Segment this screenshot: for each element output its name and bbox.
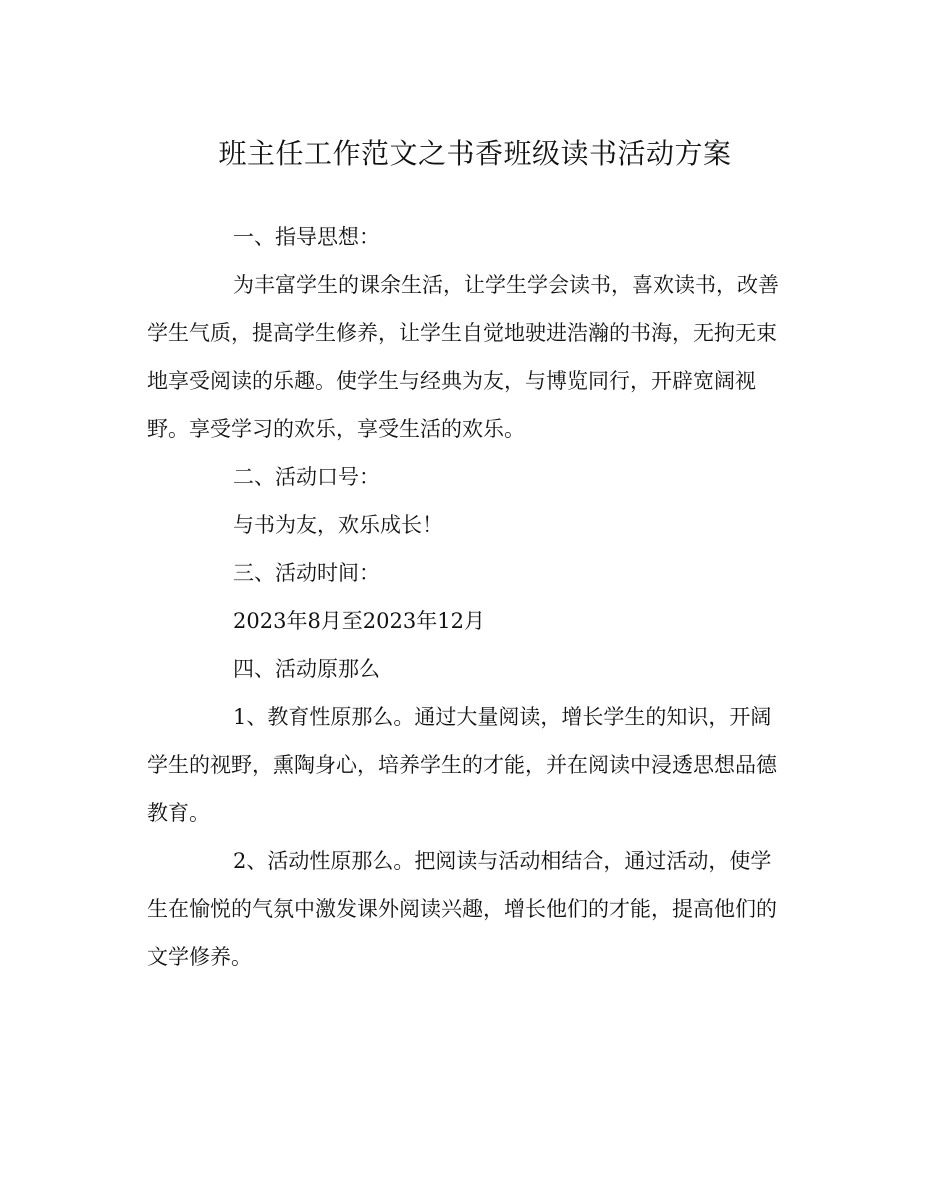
paragraph-line: 教育。	[147, 801, 210, 825]
paragraph-line: 野。享受学习的欢乐，享受生活的欢乐。	[147, 417, 525, 441]
paragraph-line: 生在愉悦的气氛中激发课外阅读兴趣，增长他们的才能，提高他们的	[147, 897, 777, 921]
document-title: 班主任工作范文之书香班级读书活动方案	[218, 137, 732, 170]
paragraph-line: 学生气质，提高学生修养，让学生自觉地驶进浩瀚的书海，无拘无束	[147, 321, 777, 345]
section-heading-time: 三、活动时间：	[233, 561, 380, 585]
slogan-text: 与书为友，欢乐成长！	[233, 513, 443, 537]
time-range-text: 2023年8月至2023年12月	[233, 609, 485, 633]
paragraph-line: 学生的视野，熏陶身心，培养学生的才能，并在阅读中浸透思想品德	[147, 753, 777, 777]
section-heading-slogan: 二、活动口号：	[233, 465, 380, 489]
paragraph-line: 1、教育性原那么。通过大量阅读，增长学生的知识，开阔	[233, 705, 772, 729]
paragraph-line: 地享受阅读的乐趣。使学生与经典为友，与博览同行，开辟宽阔视	[147, 369, 756, 393]
section-heading-guiding-thought: 一、指导思想：	[233, 225, 380, 249]
paragraph-line: 2、活动性原那么。把阅读与活动相结合，通过活动，使学	[233, 849, 772, 873]
paragraph-line: 为丰富学生的课余生活，让学生学会读书，喜欢读书，改善	[233, 273, 779, 297]
section-heading-principles: 四、活动原那么	[233, 657, 380, 681]
paragraph-line: 文学修养。	[147, 945, 252, 969]
